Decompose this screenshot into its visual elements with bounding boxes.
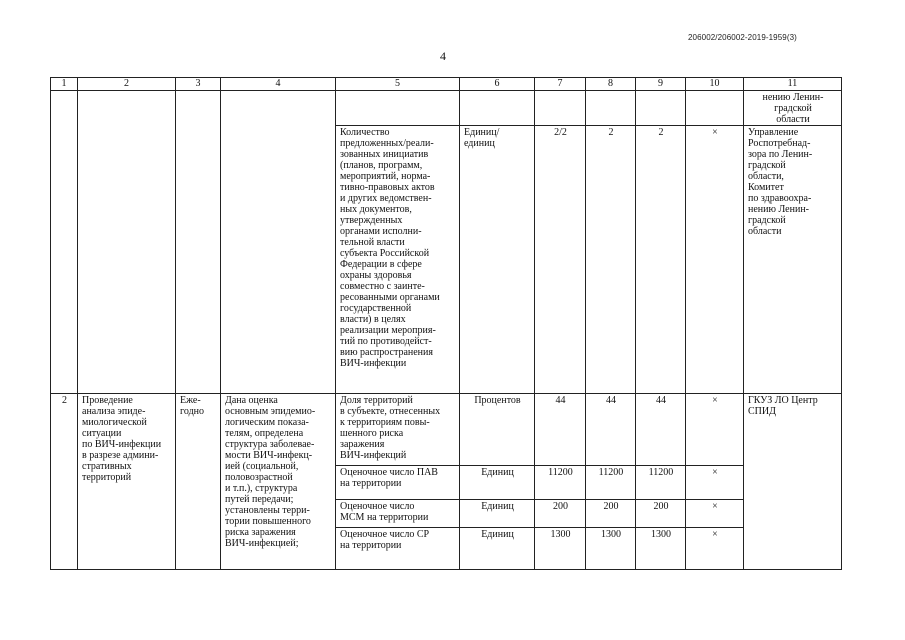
col-header: 9 <box>636 78 686 91</box>
col-header: 1 <box>51 78 78 91</box>
value-cell: 2 <box>636 126 686 394</box>
indicator-cell: Оценочное число ПАВ на территории <box>336 466 460 500</box>
indicator-cell: Количество предложенных/реали- зованных инициатив (планов, программ, мероприятий, норма- тивно-правовых актов и других ведомствен- ных документов, утвержденных органами исполни- тельной власти субъекта Российской Федерации в сфере охраны здоровья совместно с заинте- ресованными органами государственной власти) в целях реализации мероприя- тий по противодейст- вию распространения ВИЧ-инфекции <box>336 126 460 394</box>
task-row <box>51 394 842 466</box>
value-cell: 200 <box>636 500 686 528</box>
value-cell: × <box>686 466 744 500</box>
col-header: 3 <box>176 78 221 91</box>
value-cell: 200 <box>535 500 586 528</box>
table-cell <box>176 91 221 394</box>
col-header: 8 <box>586 78 636 91</box>
value-cell: × <box>686 528 744 570</box>
indicator-cell: Доля территорий в субъекте, отнесенных к территориям повы- шенного риска заражения ВИЧ-инфекций <box>336 394 460 466</box>
responsible-cell: ГКУЗ ЛО Центр СПИД <box>744 394 842 570</box>
value-cell: × <box>686 500 744 528</box>
unit-cell: Единиц <box>460 528 535 570</box>
unit-cell: Единиц <box>460 466 535 500</box>
header-row <box>51 78 842 91</box>
table-cell <box>460 91 535 126</box>
table-cell <box>686 91 744 126</box>
value-cell: 1300 <box>586 528 636 570</box>
periodicity-cell: Еже- годно <box>176 394 221 570</box>
value-cell: × <box>686 126 744 394</box>
unit-cell: Единиц/ единиц <box>460 126 535 394</box>
document-id: 206002/206002-2019-1959(3) <box>688 33 797 42</box>
value-cell: 11200 <box>636 466 686 500</box>
plan-table <box>50 77 842 570</box>
page-number: 4 <box>440 49 446 63</box>
table-cell <box>51 91 78 394</box>
col-header: 2 <box>78 78 176 91</box>
value-cell: 44 <box>535 394 586 466</box>
value-cell: 200 <box>586 500 636 528</box>
value-cell: 44 <box>586 394 636 466</box>
value-cell: 11200 <box>535 466 586 500</box>
value-cell: 1300 <box>636 528 686 570</box>
task-name-cell: Проведение анализа эпиде- миологической ситуации по ВИЧ-инфекции в разрезе админи- стративных территорий <box>78 394 176 570</box>
unit-cell: Единиц <box>460 500 535 528</box>
indicator-cell: Оценочное число СР на территории <box>336 528 460 570</box>
value-cell: 2/2 <box>535 126 586 394</box>
value-cell: 11200 <box>586 466 636 500</box>
responsible-cell: Управление Роспотребнад- зора по Ленин- градской области, Комитет по здравоохра- нению Ленин- градской области <box>744 126 842 394</box>
value-cell: 44 <box>636 394 686 466</box>
col-header: 11 <box>744 78 842 91</box>
col-header: 7 <box>535 78 586 91</box>
table-cell <box>78 91 176 394</box>
table-cell <box>586 91 636 126</box>
unit-cell: Процентов <box>460 394 535 466</box>
table-cell <box>636 91 686 126</box>
result-cell: Дана оценка основным эпидемио- логическим показа- телям, определена структура заболевае- мости ВИЧ-инфекц- ией (социальной, половозрастной и т.п.), структура путей передачи; установлены терри- тории повышенного риска заражения ВИЧ-инфекцией; <box>221 394 336 570</box>
col-header: 4 <box>221 78 336 91</box>
col-header: 5 <box>336 78 460 91</box>
value-cell: 1300 <box>535 528 586 570</box>
value-cell: 2 <box>586 126 636 394</box>
table-cell <box>336 91 460 126</box>
value-cell: × <box>686 394 744 466</box>
col-header: 10 <box>686 78 744 91</box>
responsible-cell: нению Ленин- градской области <box>744 91 842 126</box>
continuation-row <box>51 91 842 126</box>
table-cell <box>221 91 336 394</box>
indicator-cell: Оценочное число МСМ на территории <box>336 500 460 528</box>
task-number-cell: 2 <box>51 394 78 570</box>
col-header: 6 <box>460 78 535 91</box>
table-cell <box>535 91 586 126</box>
